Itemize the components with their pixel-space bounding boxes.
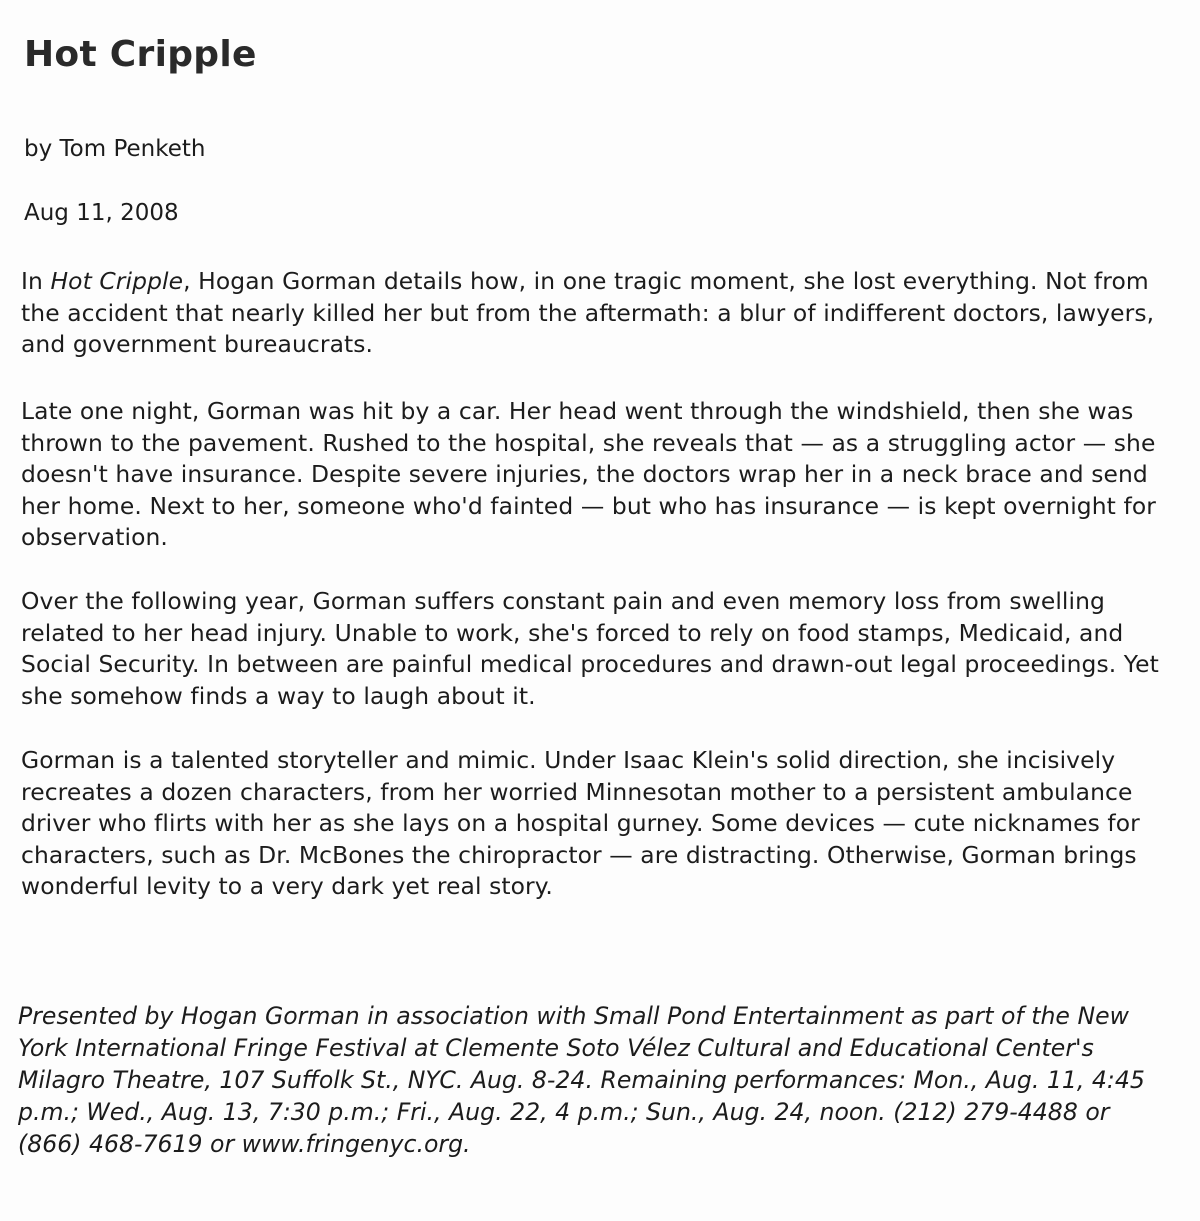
article-byline: by Tom Penketh [24,136,206,162]
article-title: Hot Cripple [24,34,257,75]
paragraph-1-lead: In [21,267,51,295]
article-paragraph-4: Gorman is a talented storyteller and mimic. Under Isaac Klein's solid direction, she incisively recreates a dozen characters, from her worried Minnesotan mother to a persistent ambulance driver who flirts with her as she lays on a hospital gurney. Some devices — cute nicknames for characters, such as Dr. McBones the chiropractor — are distracting. Otherwise, Gorman brings wonderful levity to a very dark yet real story. [21,746,1140,901]
show-title-italic: Hot Cripple [50,267,184,295]
article-paragraph-1 [21,266,1171,361]
paragraph-1-body: , Hogan Gorman details how, in one tragic moment, she lost everything. Not from the accident that nearly killed her but from the aftermath: a blur of indifferent doctors, lawyers, and government bureaucrats. [21,267,1155,359]
article-date: Aug 11, 2008 [24,200,179,226]
production-credits: Presented by Hogan Gorman in association with Small Pond Entertainment as part of the New York International Fringe Festival at Clemente Soto Vélez Cultural and Educational Center's Milagro Theatre, 107 Suffolk St., NYC. Aug. 8-24. Remaining performances: Mon., Aug. 11, 4:45 p.m.; Wed., Aug. 13, 7:30 p.m.; Fri., Aug. 22, 4 p.m.; Sun., Aug. 24, noon. (212) 279-4488 or (866) 468-7619 or www.fringenyc.org. [18,1002,1145,1158]
article-paragraph-2: Late one night, Gorman was hit by a car. Her head went through the windshield, then she was thrown to the pavement. Rushed to the hospital, she reveals that — as a struggling actor — she doesn't have insurance. Despite severe injuries, the doctors wrap her in a neck brace and send her home. Next to her, someone who'd fainted — but who has insurance — is kept overnight for observation. [21,397,1156,552]
article-paragraph-3: Over the following year, Gorman suffers constant pain and even memory loss from swelling related to her head injury. Unable to work, she's forced to rely on food stamps, Medicaid, and Social Security. In between are painful medical procedures and drawn-out legal proceedings. Yet she somehow finds a way to laugh about it. [21,587,1159,710]
